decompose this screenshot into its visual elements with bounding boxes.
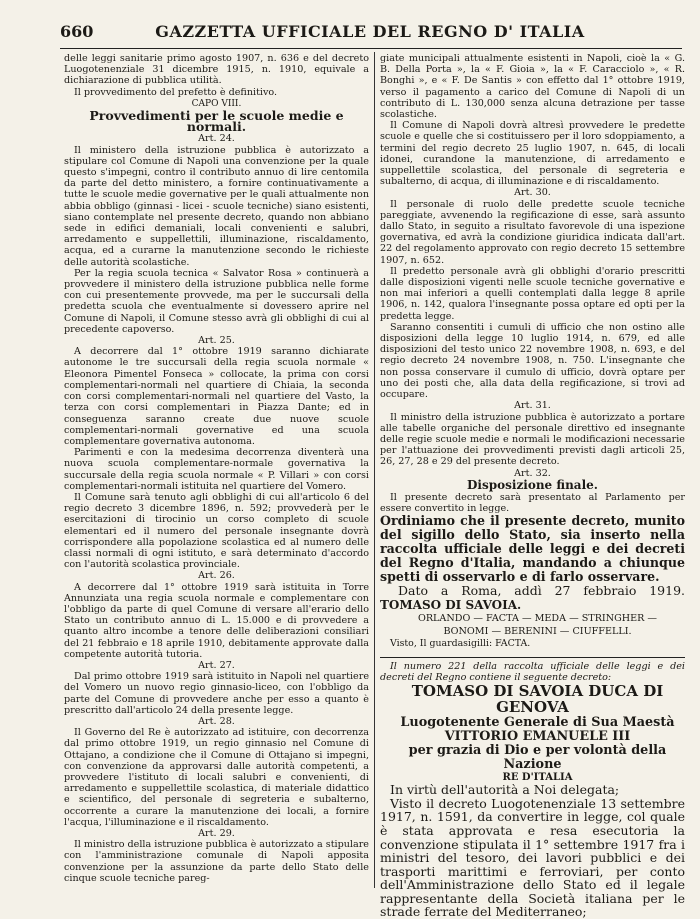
- chapter-label: CAPO VIII.: [191, 98, 242, 109]
- paragraph: giate municipali attualmente esistenti in Napoli, cioè la « G. B. Della Porta », la « F. Gioia », la « F. Caracciolo », « R. Bonghi », e « F. De Santis » con effetto dal 1° ottobre 1919, verso il pagamento a carico del Comune di Napoli di un contributo di L. 130,000 senza alcuna detrazione per tasse scolastiche.: [380, 53, 685, 121]
- paragraph: Il Comune sarà tenuto agli obblighi di cui all'articolo 6 del regio decreto 3 dicembre 1896, n. 592; provvederà per le esercitazioni di tirocinio un corso completo di scuole elementari ed il numero del personale insegnante dovrà corrispondere alla popolazione scolastica ed al numero delle classi normali di ogni istituto, e sarà determinato d'accordo con l'autorità scolastica provinciale.: [64, 491, 369, 571]
- header-rule: [60, 48, 682, 49]
- article-number: Art. 28.: [198, 715, 235, 727]
- article-number: Art. 25.: [198, 335, 235, 347]
- gazette-title: GAZZETTA UFFICIALE DEL REGNO D' ITALIA: [155, 22, 585, 41]
- final-provision-heading: Disposizione finale.: [467, 477, 598, 492]
- article-number: Art. 26.: [198, 570, 235, 582]
- duke-title: TOMASO DI SAVOIA DUCA DI GENOVA: [411, 681, 664, 717]
- paragraph: Visto il decreto Luogotenenziale 13 settembre 1917, n. 1591, da convertire in legge, col quale è stata approvata e resa esecutoria la convenzione stipulata il 1° settembre 1917 fra i ministri del tesoro, dei lavori pubblici e dei trasporti marittimi e ferroviari, per conto dell'Amministrazione dello Stato ed il legale rappresentante della Società italiana per le strade ferrate del Mediterraneo;: [380, 795, 685, 919]
- decree-note: Il numero 221 della raccolta ufficiale delle leggi e dei decreti del Regno contiene il seguente decreto:: [380, 660, 685, 683]
- article-number: Art. 31.: [514, 400, 551, 412]
- paragraph: Il provvedimento del prefetto è definitivo.: [74, 86, 278, 98]
- signatory-name: TOMASO DI SAVOIA.: [380, 598, 522, 613]
- ministers-line: BONOMI — BERENINI — CIUFFELLI.: [443, 626, 632, 638]
- left-column: [64, 53, 369, 884]
- column-divider: [374, 52, 375, 888]
- page-number: 660: [60, 22, 94, 41]
- paragraph: delle leggi sanitarie primo agosto 1907, n. 636 e del decreto Luogotenenziale 31 dicembre 1915, n. 1910, equivale a dichiarazione di pubblica utilità.: [64, 53, 369, 87]
- right-column: [380, 53, 685, 919]
- king-name: VITTORIO EMANUELE III: [444, 728, 631, 744]
- date-text: Dato a Roma, addì 27 febbraio 1919.: [398, 583, 685, 599]
- article-number: Art. 30.: [514, 187, 551, 199]
- paragraph: A decorrere dal 1° ottobre 1919 saranno dichiarate autonome le tre succursali della regia scuola normale « Eleonora Pimentel Fonseca » collocate, la prima con corsi complementari-normali nel quartiere di Chiaia, la seconda con corsi complementari-normali nel quartiere del Vasto, la terza con corsi complementari in Piazza Dante; ed in conseguenza saranno create due nuove scuole complementari-normali governative ed una scuola complementare governativa autonoma.: [64, 346, 369, 447]
- paragraph: In virtù dell'autorità a Noi delegata;: [390, 782, 620, 798]
- paragraph: Il ministero della istruzione pubblica è autorizzato a stipulare col Comune di Napoli una convenzione per la quale questo s'impegni, contro il contributo annuo di lire centomila da parte del detto ministero, a fornire continuativamente a tutte le scuole medie governative per le quali attualmente non abbia obbligo (ginnasi - licei - scuole tecniche) siano esistenti, siano contemplate nel presente decreto, quando non abbiano sede in edifici demaniali, locali convenienti e salubri, arredamento e suppellettili, illuminazione, riscaldamento, acqua, ed a curarne la manutenzione secondo le richieste delle autorità scolastiche.: [64, 144, 369, 268]
- paragraph: Il personale di ruolo delle predette scuole tecniche pareggiate, avvenendo la regificazione di esse, sarà assunto dallo Stato, in seguito a risultato favorevole di una ispezione governativa, ed avrà la condizione giuridica indicata dall'art. 22 del regolamento approvato con regio decreto 15 settembre 1907, n. 652.: [380, 198, 685, 266]
- paragraph: Per la regia scuola tecnica « Salvator Rosa » continuerà a provvedere il ministero della istruzione pubblica nelle forme con cui presentemente provvede, ma per le succursali della predetta scuola che eventualmente si dovessero aprire nel Comune di Napoli, il Comune stesso avrà gli obblighi di cui al precedente capoverso.: [64, 267, 369, 335]
- article-number: Art. 27.: [198, 659, 235, 671]
- ministers-line: ORLANDO — FACTA — MEDA — STRINGHER —: [417, 613, 658, 625]
- date-line: [380, 584, 685, 612]
- grace-formula: per grazia di Dio e per volontà della Nazione: [408, 742, 667, 772]
- paragraph: Il presente decreto sarà presentato al Parlamento per essere convertito in legge.: [380, 491, 685, 515]
- paragraph: Il Governo del Re è autorizzato ad istituire, con decorrenza dal primo ottobre 1919, un regio ginnasio nel Comune di Ottajano, a condizione che il Comune di Ottajano si impegni, con convenzione da approvarsi dalle autorità competenti, a provvedere l'istituto di locali salubri e convenienti, di arredamento e suppellettile scolastica, di materiale didattico e scientifico, del personale di segreteria e subalterno, occorrente a curare la manutenzione dei locali, a fornire l'acqua, l'illuminazione e il riscaldamento.: [64, 727, 369, 828]
- paragraph: Saranno consentiti i cumuli di ufficio che non ostino alle disposizioni della legge 10 luglio 1914, n. 679, ed alle disposizioni del testo unico 22 novembre 1908, n. 693, e del regio decreto 24 novembre 1908, n. 750. L'insegnante che non possa conservare il cumulo di ufficio, dovrà optare per uno dei posti che, alla data della regificazione, si trovi ad occupare.: [380, 321, 685, 401]
- lieutenant-title: Luogotenente Generale di Sua Maestà: [400, 714, 675, 730]
- enacting-clause: Ordiniamo che il presente decreto, munito del sigillo dello Stato, sia inserto nella raccolta ufficiale delle leggi e dei decreti del Regno d'Italia, mandando a chiunque spetti di osservarlo e di farlo osservare.: [380, 513, 685, 585]
- paragraph: Parimenti e con la medesima decorrenza diventerà una nuova scuola complementare-normale governativa la succursale della regia scuola normale « P. Villari » con corsi complementari-normali istituita nel quartiere del Vomero.: [64, 447, 369, 492]
- paragraph: Il ministro della istruzione pubblica è autorizzato a stipulare con l'amministrazione comunale di Napoli apposita convenzione per la assunzione da parte dello Stato delle cinque scuole tecniche pareg-: [64, 839, 369, 884]
- article-number: Art. 32.: [514, 467, 551, 479]
- paragraph: Il Comune di Napoli dovrà altresì provvedere le predette scuole e quelle che si costituissero per il loro sdoppiamento, a termini del regio decreto 25 luglio 1907, n. 645, di locali idonei, curandone la manutenzione, di arredamento e suppellettile scolastica, del personale di segreteria e subalterno, di acqua, di illuminazione e di riscaldamento.: [380, 120, 685, 188]
- paragraph: Il ministro della istruzione pubblica è autorizzato a portare alle tabelle organiche del personale direttivo ed insegnante delle regie scuole medie e normali le modificazioni necessarie per l'attuazione dei provvedimenti previsti dagli articoli 25, 26, 27, 28 e 29 del presente decreto.: [380, 411, 685, 468]
- page-header: [60, 22, 680, 44]
- article-number: Art. 29.: [198, 828, 235, 840]
- section-heading: Provvedimenti per le scuole medie e normali.: [89, 108, 344, 135]
- decree-preamble: [380, 783, 685, 919]
- article-number: Art. 24.: [198, 133, 235, 145]
- paragraph: Il predetto personale avrà gli obblighi d'orario prescritti dalle disposizioni vigenti nelle scuole tecniche governative e non mai inferiori a quelli contemplati dalla legge 8 aprile 1906, n. 142, qualora l'insegnante possa optare ed opti per la predetta legge.: [380, 265, 685, 322]
- paragraph: A decorrere dal 1° ottobre 1919 sarà istituita in Torre Annunziata una regia scuola normale e complementare con l'obbligo da parte di quel Comune di versare all'erario dello Stato un contributo annuo di L. 15.000 e di provvedere a quanto altro incombe a tenore delle deliberazioni consiliari del 21 febbraio e 18 aprile 1910, debitamente approvate dalla competente autorità tutoria.: [64, 581, 369, 660]
- guardasigilli-line: Visto, Il guardasigilli: FACTA.: [390, 638, 531, 650]
- king-of-italy: RE D'ITALIA: [502, 771, 573, 783]
- section-divider: [380, 657, 685, 658]
- paragraph: Dal primo ottobre 1919 sarà istituito in Napoli nel quartiere del Vomero un nuovo regio ginnasio-liceo, con l'obbligo da parte del Comune di provvedere anche per esso a quanto è prescritto dall'articolo 24 della presente legge.: [64, 671, 369, 716]
